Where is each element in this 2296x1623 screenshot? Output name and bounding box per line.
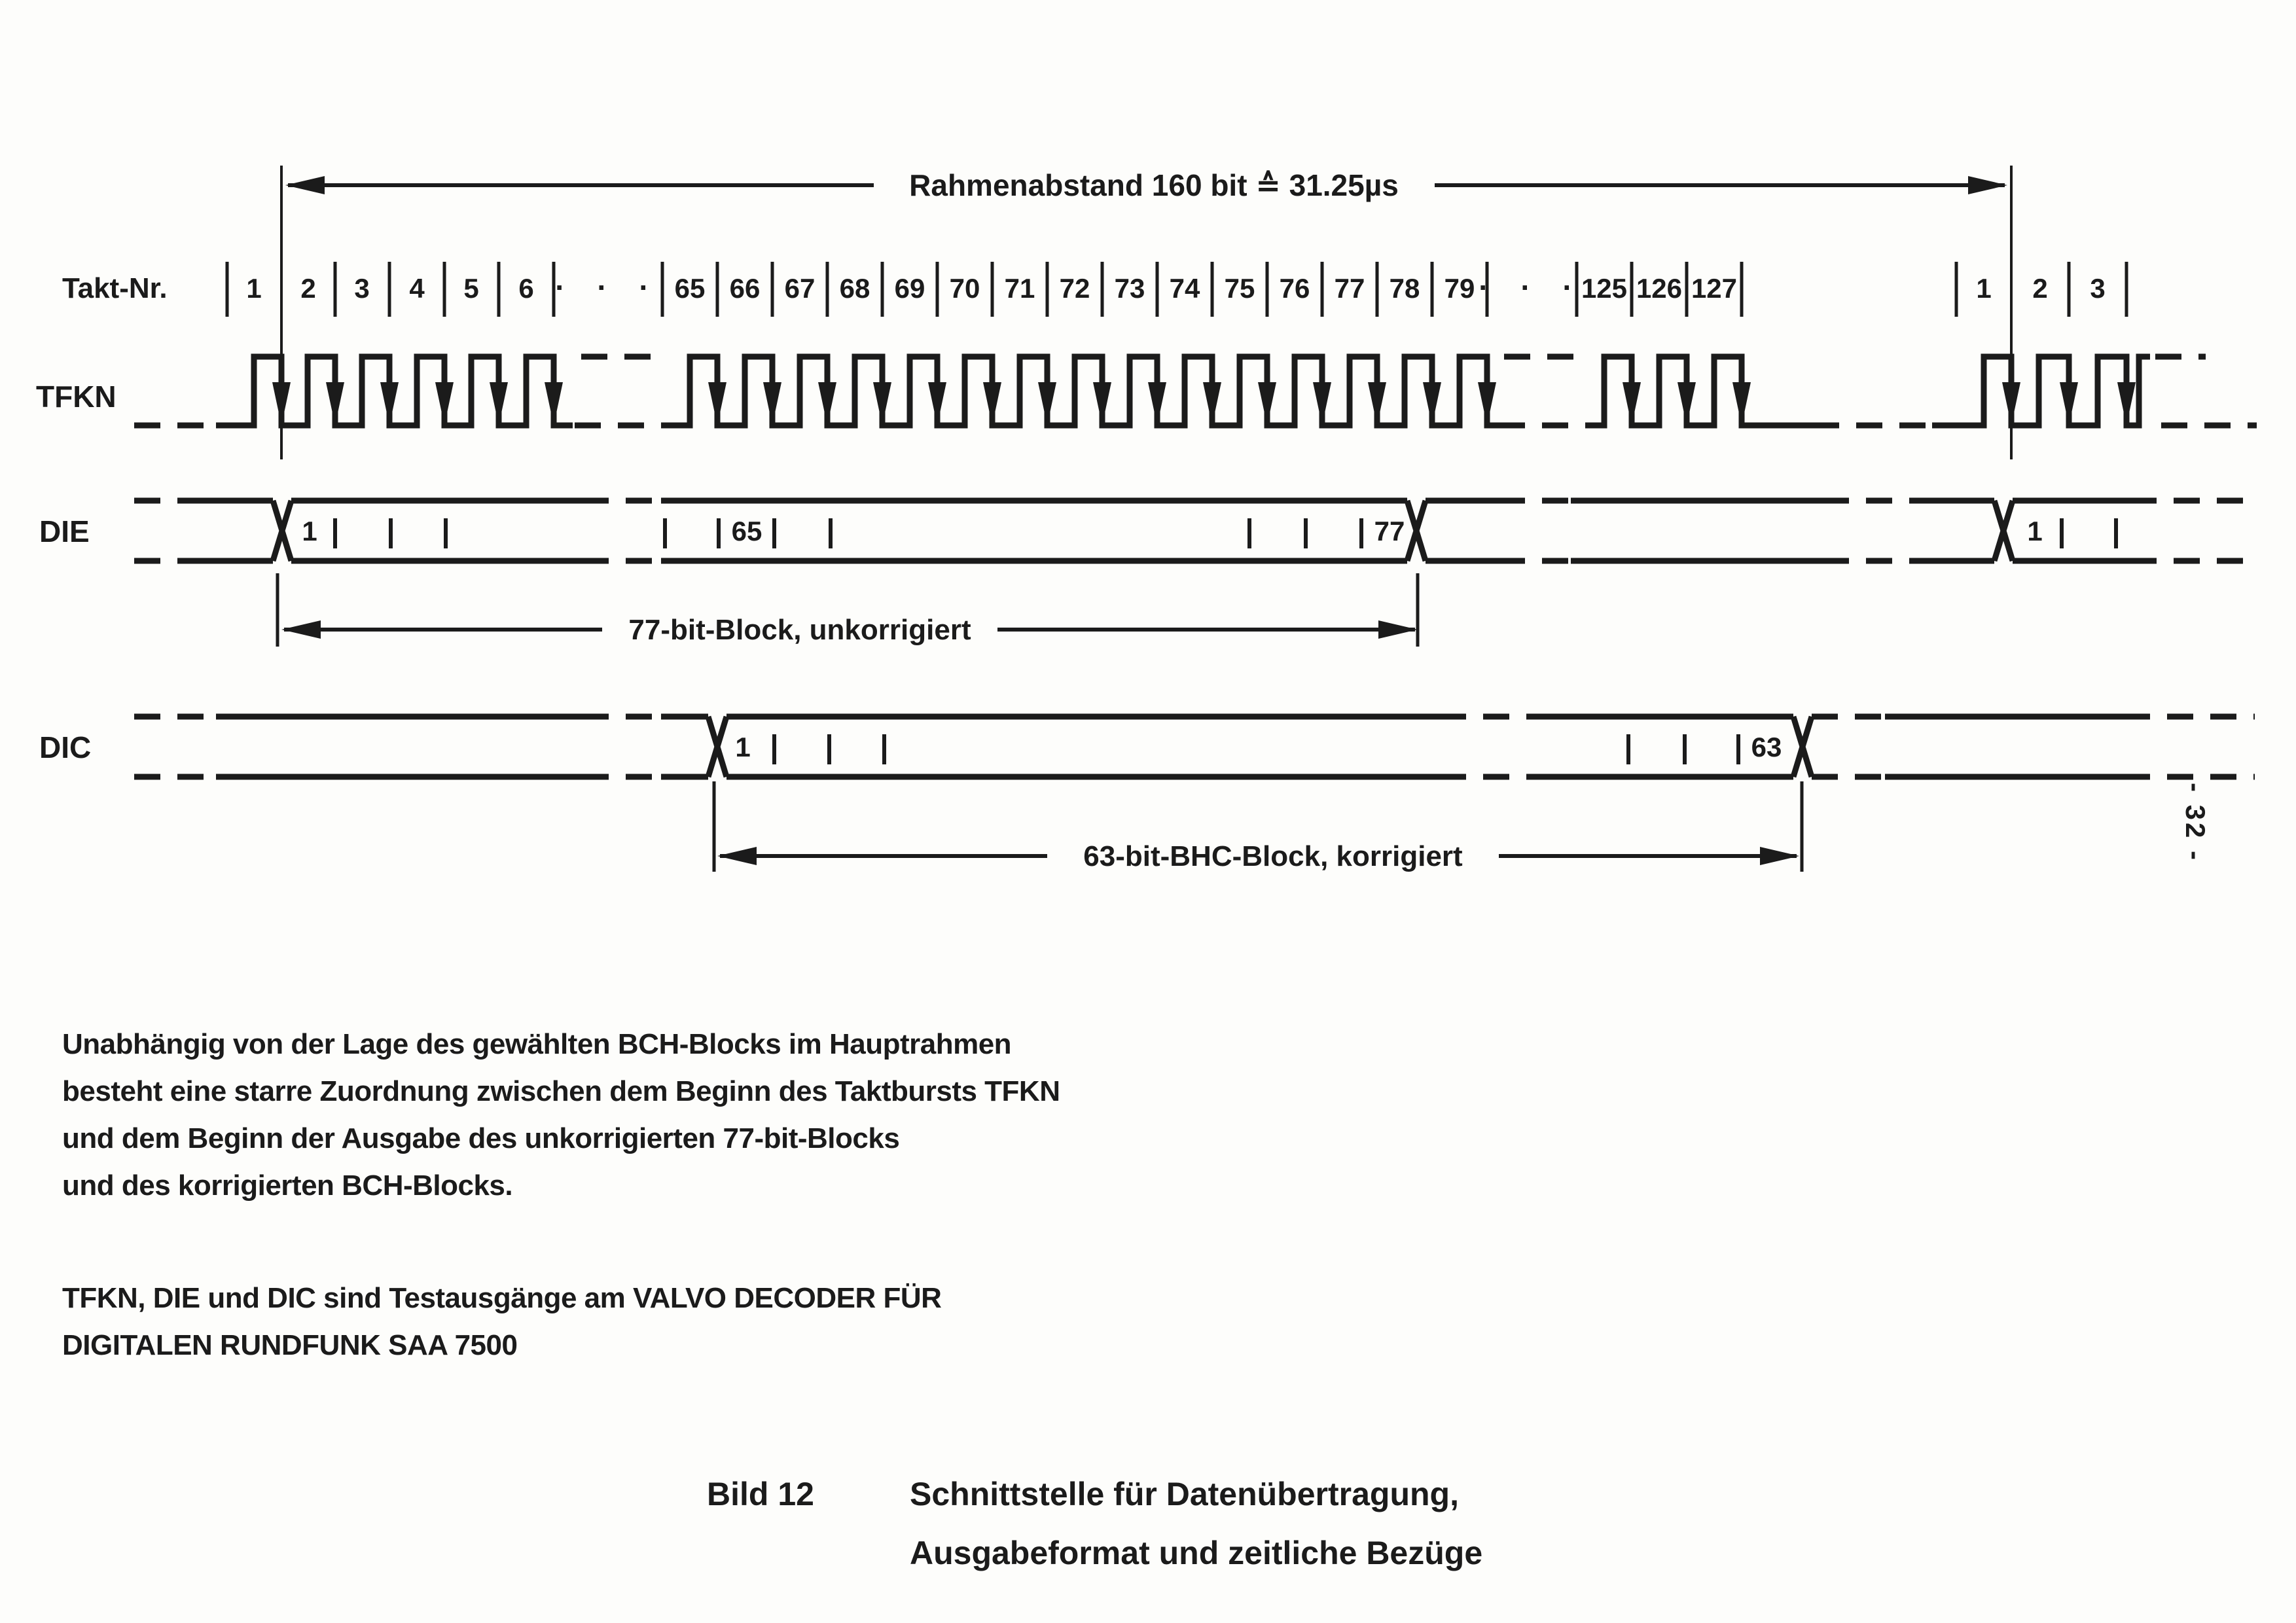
die-bit-number: 1	[2027, 516, 2043, 546]
figure-number-label: Bild 12	[707, 1476, 814, 1512]
takt-cell-label: 74	[1169, 273, 1200, 304]
dic-signal	[39, 717, 2255, 777]
die-signal	[39, 501, 2255, 561]
die-bus-dashed	[134, 501, 2255, 561]
arrowhead-left-icon	[717, 847, 757, 865]
takt-cell-label: 70	[949, 273, 980, 304]
tfkn-clock-edge-arrows	[272, 360, 2136, 425]
down-arrowhead-icon	[380, 382, 399, 425]
takt-row-label: Takt-Nr.	[62, 272, 168, 304]
takt-cell-label: 1	[246, 273, 262, 304]
takt-cell-label: 78	[1389, 273, 1420, 304]
takt-ellipsis: · · ·	[555, 270, 661, 304]
takt-cell-label: 71	[1004, 273, 1035, 304]
dic-label: DIC	[39, 730, 92, 764]
intro-line: besteht eine starre Zuordnung zwischen dem Beginn des Taktbursts TFKN	[62, 1075, 1060, 1107]
takt-cell-label: 77	[1334, 273, 1365, 304]
tfkn-signal	[36, 357, 2257, 425]
die-label: DIE	[39, 514, 90, 548]
arrowhead-right-icon	[1760, 847, 1799, 865]
takt-cell-label: 126	[1636, 273, 1683, 304]
down-arrowhead-icon	[928, 382, 946, 425]
die-bit-number: 77	[1374, 516, 1405, 546]
takt-cell-label: 2	[300, 273, 316, 304]
dim77-label: 77-bit-Block, unkorrigiert	[628, 614, 971, 646]
die-bit-number: 1	[302, 516, 317, 546]
dic-bus-dashed	[134, 717, 2255, 777]
takt-row	[62, 262, 2126, 317]
down-arrowhead-icon	[1203, 382, 1221, 425]
dic-bus-crossovers	[708, 717, 1812, 777]
dim63-label: 63-bit-BHC-Block, korrigiert	[1083, 840, 1463, 872]
caption-line: Schnittstelle für Datenübertragung,	[910, 1476, 1459, 1512]
takt-cell-label: 6	[518, 273, 534, 304]
arrowhead-right-icon	[1378, 620, 1418, 639]
takt-cell-label: 4	[409, 273, 425, 304]
takt-ellipsis: · · ·	[1479, 270, 1585, 304]
takt-cell-label: 75	[1224, 273, 1255, 304]
down-arrowhead-icon	[708, 382, 726, 425]
down-arrowhead-icon	[490, 382, 508, 425]
dic-bit-number: 63	[1751, 732, 1782, 762]
die-bus-solid	[196, 501, 2130, 561]
arrowhead-left-icon	[281, 620, 321, 639]
down-arrowhead-icon	[873, 382, 891, 425]
arrowhead-left-icon	[285, 176, 325, 194]
down-arrowhead-icon	[2117, 382, 2136, 425]
down-arrowhead-icon	[818, 382, 836, 425]
takt-cell-label: 67	[784, 273, 816, 304]
takt-cell-label: 65	[674, 273, 706, 304]
figure-number	[707, 1465, 814, 1524]
die-bus-crossovers	[273, 501, 2013, 561]
down-arrowhead-icon	[2060, 382, 2078, 425]
down-arrowhead-icon	[435, 382, 454, 425]
arrowhead-right-icon	[1968, 176, 2007, 194]
takt-cell-label: 1	[1976, 273, 1992, 304]
down-arrowhead-icon	[1148, 382, 1166, 425]
page-number: - 32 -	[2180, 783, 2211, 863]
dimension-63bit-block	[714, 781, 1802, 872]
down-arrowhead-icon	[2002, 382, 2020, 425]
down-arrowhead-icon	[1732, 382, 1751, 425]
dic-bit-number: 1	[735, 732, 751, 762]
dic-bus-solid	[216, 717, 2124, 777]
takt-cell-label: 73	[1114, 273, 1145, 304]
down-arrowhead-icon	[1368, 382, 1386, 425]
takt-cell-label: 2	[2032, 273, 2048, 304]
takt-cell-label: 72	[1059, 273, 1090, 304]
down-arrowhead-icon	[1478, 382, 1496, 425]
die-bit-labels	[302, 516, 2042, 546]
note-line: DIGITALEN RUNDFUNK SAA 7500	[62, 1329, 518, 1361]
frame-distance-dimension	[281, 166, 2011, 459]
down-arrowhead-icon	[1623, 382, 1641, 425]
takt-cell-label: 76	[1279, 273, 1310, 304]
takt-cell-labels	[246, 270, 2105, 304]
down-arrowhead-icon	[1677, 382, 1696, 425]
takt-cell-label: 5	[463, 273, 479, 304]
tfkn-waveform-dashed	[134, 357, 2257, 425]
tfkn-waveform	[216, 357, 2150, 425]
down-arrowhead-icon	[1313, 382, 1331, 425]
takt-cell-label: 79	[1444, 273, 1475, 304]
down-arrowhead-icon	[983, 382, 1001, 425]
note-paragraph	[62, 1275, 941, 1369]
takt-cell-label: 125	[1581, 273, 1628, 304]
down-arrowhead-icon	[1423, 382, 1441, 425]
down-arrowhead-icon	[272, 382, 291, 425]
takt-cell-label: 68	[839, 273, 870, 304]
intro-paragraph	[62, 1021, 1060, 1209]
dimension-77bit-block	[278, 573, 1418, 647]
note-line: TFKN, DIE und DIC sind Testausgänge am VALVO DECODER FÜR	[62, 1282, 942, 1314]
takt-cell-label: 3	[354, 273, 370, 304]
takt-cell-label: 66	[729, 273, 761, 304]
figure-caption	[910, 1465, 1482, 1582]
takt-cell-label: 69	[894, 273, 925, 304]
down-arrowhead-icon	[326, 382, 344, 425]
tfkn-label: TFKN	[36, 380, 117, 414]
intro-line: Unabhängig von der Lage des gewählten BCH-Blocks im Hauptrahmen	[62, 1028, 1012, 1060]
dic-bit-labels	[735, 732, 1782, 762]
takt-cell-label: 3	[2090, 273, 2106, 304]
caption-line: Ausgabeformat und zeitliche Bezüge	[910, 1535, 1483, 1571]
dic-bit-ticks	[774, 734, 1738, 764]
die-bit-number: 65	[731, 516, 762, 546]
intro-line: und des korrigierten BCH-Blocks.	[62, 1169, 513, 1202]
frame-distance-label: Rahmenabstand 160 bit ≙ 31.25µs	[909, 168, 1399, 202]
down-arrowhead-icon	[1093, 382, 1111, 425]
die-bit-ticks	[335, 518, 2116, 548]
takt-cell-label: 127	[1691, 273, 1738, 304]
down-arrowhead-icon	[545, 382, 563, 425]
down-arrowhead-icon	[763, 382, 781, 425]
intro-line: und dem Beginn der Ausgabe des unkorrigierten 77-bit-Blocks	[62, 1122, 900, 1154]
down-arrowhead-icon	[1038, 382, 1056, 425]
down-arrowhead-icon	[1258, 382, 1276, 425]
